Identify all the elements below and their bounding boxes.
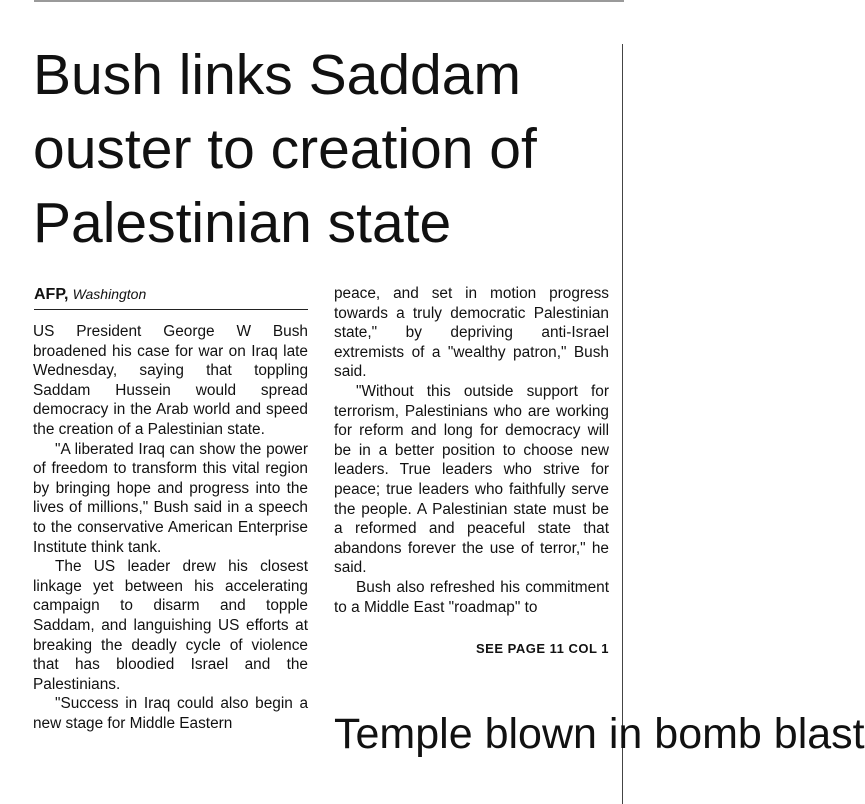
byline [34, 284, 308, 305]
paragraph: Bush also refreshed his commitment to a Middle East "roadmap" to [334, 578, 609, 616]
top-rule [34, 0, 624, 2]
paragraph: US President George W Bush broadened his case for war on Iraq late Wednesday, saying that toppling Saddam Hussein would spread democracy in the Arab world and speed the creation of a Palestinian state. [33, 323, 308, 438]
paragraph: "A liberated Iraq can show the power of freedom to transform this vital region by bringing hope and progress into the lives of millions," Bush said in a speech to the conservative American Enterprise Institute think tank. [33, 440, 308, 556]
paragraph: The US leader drew his closest linkage yet between his accelerating campaign to disarm and topple Saddam, and languishing US efforts at breaking the deadly cycle of violence that has bloodied Israel and the Palestinians. [33, 558, 308, 693]
byline-location: Washington [72, 286, 147, 302]
continued-jump-line: SEE PAGE 11 COL 1 [475, 641, 609, 656]
article-column-2 [334, 284, 609, 617]
paragraph: "Without this outside support for terrorism, Palestinians who are working for reform and long for democracy will be in a better position to choose new leaders. True leaders who strive for peace; true leaders who faithfully serve the people. A Palestinian state must be a reformed and peaceful state that abandons forever the use of terror," he said. [334, 382, 609, 577]
article-column-1 [33, 322, 308, 733]
paragraph: peace, and set in motion progress towards a truly democratic Palestinian state," by depriving anti-Israel extremists of a "wealthy patron," Bush said. [334, 285, 609, 381]
next-article-headline: Temple blown in bomb blast [334, 710, 865, 758]
byline-agency: AFP, [34, 286, 69, 303]
article-headline: Bush links Saddam ouster to creation of Palestinian state [33, 43, 537, 255]
byline-rule [34, 309, 308, 310]
paragraph: "Success in Iraq could also begin a new stage for Middle Eastern [33, 695, 308, 732]
